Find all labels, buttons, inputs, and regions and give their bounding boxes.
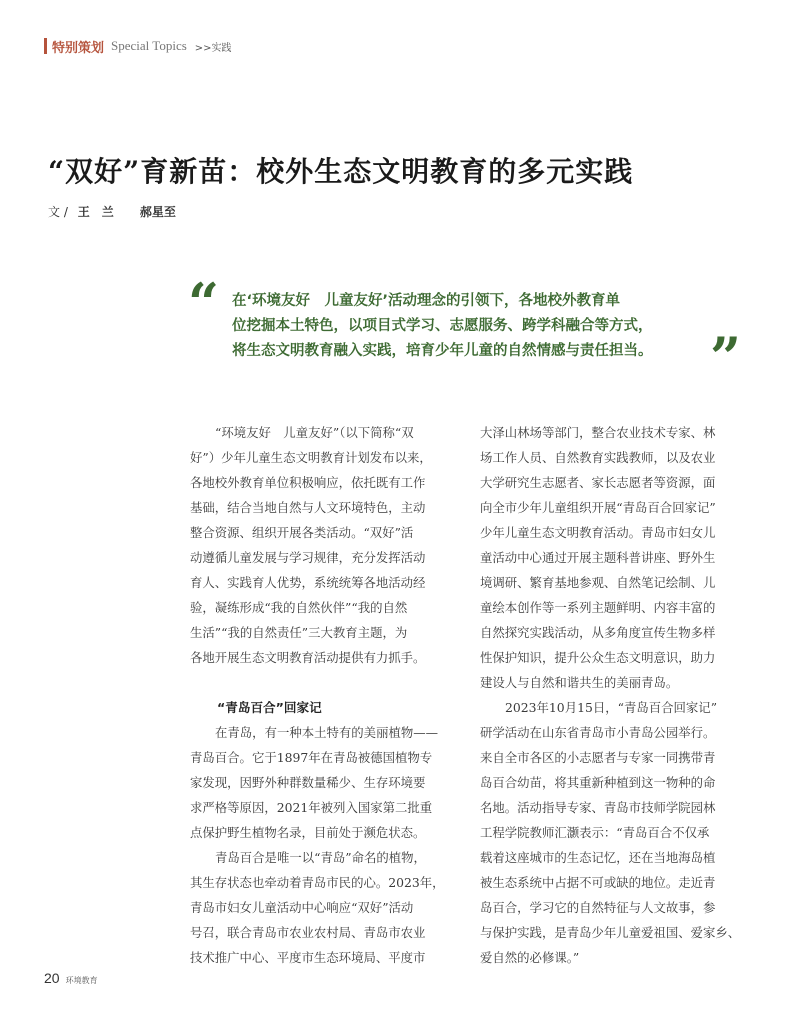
text-line: 童绘本创作等一系列主题鲜明、内容丰富的	[480, 600, 716, 615]
text-line: 工程学院教师汇灏表示：“青岛百合不仅承	[480, 825, 710, 840]
section-marker-bar	[44, 38, 47, 54]
author-names	[78, 205, 176, 219]
byline	[48, 203, 176, 220]
intro-paragraph	[190, 420, 466, 670]
text-line: 青岛百合。它于1897年在青岛被德国植物专	[190, 750, 433, 765]
text-line: 求严格等原因，2021年被列入国家第二批重	[190, 800, 433, 815]
text-line: 向全市少年儿童组织开展“青岛百合回家记”	[480, 500, 716, 515]
text-line: 好”）少年儿童生态文明教育计划发布以来，	[190, 450, 432, 465]
text-line: 与保护实践，是青岛少年儿童爱祖国、爱家乡、	[480, 925, 741, 940]
text-line: 爱自然的必修课。”	[480, 950, 580, 965]
section-header	[44, 37, 232, 55]
text-line: 验，凝练形成“我的自然伙伴”“我的自然	[190, 600, 408, 615]
article-title: “双好”育新苗：校外生态文明教育的多元实践	[48, 155, 634, 188]
text-line: “环境友好 儿童友好”（以下简称“双	[215, 425, 414, 440]
text-line: 育人、实践育人优势，系统统筹各地活动经	[190, 575, 426, 590]
section-title: 特别策划	[52, 40, 105, 56]
author-name: 王 兰	[77, 205, 114, 219]
text-line: 号召，联合青岛市农业农村局、青岛市农业	[190, 925, 426, 940]
body-paragraph	[190, 845, 466, 970]
text-line: 境调研、繁育基地参观、自然笔记绘制、儿	[480, 575, 716, 590]
text-line: 各地开展生态文明教育活动提供有力抓手。	[190, 650, 426, 665]
text-line: 大学研究生志愿者、家长志愿者等资源，面	[480, 475, 716, 490]
right-column	[480, 420, 752, 970]
text-line: 生活”“我的自然责任”三大教育主题，为	[190, 625, 408, 640]
body-paragraph	[480, 695, 752, 970]
section-title-en: Special Topics	[111, 38, 187, 53]
subsection-label: >>实践	[194, 42, 232, 54]
text-line: 点保护野生植物名录，目前处于濒危状态。	[190, 825, 426, 840]
body-paragraph	[480, 420, 752, 695]
text-line: 家发现，因野外种群数量稀少、生存环境要	[190, 775, 426, 790]
section-subheading: “青岛百合”回家记	[217, 700, 322, 715]
left-column	[190, 420, 466, 970]
author-name: 郝星至	[139, 205, 176, 219]
text-line: 来自全市各区的小志愿者与专家一同携带青	[480, 750, 716, 765]
text-line: 青岛百合是唯一以“青岛”命名的植物，	[215, 850, 426, 865]
text-line: 动遵循儿童发展与学习规律，充分发挥活动	[190, 550, 426, 565]
body-paragraph	[190, 720, 466, 845]
text-line: 基础，结合当地自然与人文环境特色，主动	[190, 500, 426, 515]
text-line: 其生存状态也牵动着青岛市民的心。2023年，	[190, 875, 445, 890]
close-quote-icon: ”	[710, 325, 742, 389]
text-line: 整合资源、组织开展各类活动。“双好”活	[190, 525, 414, 540]
pullquote-line: 位挖掘本土特色，以项目式学习、志愿服务、跨学科融合等方式，	[232, 318, 653, 334]
text-line: 技术推广中心、平度市生态环境局、平度市	[190, 950, 426, 965]
text-line: 各地校外教育单位积极响应，依托既有工作	[190, 475, 426, 490]
text-line: 被生态系统中占据不可或缺的地位。走近青	[480, 875, 716, 890]
publication-name: 环境教育	[65, 976, 98, 985]
open-quote-icon: “	[188, 271, 220, 335]
text-line: 岛百合幼苗，将其重新种植到这一物种的命	[480, 775, 716, 790]
text-line: 大泽山林场等部门，整合农业技术专家、林	[480, 425, 716, 440]
pullquote-line: 在‘环境友好 儿童友好’活动理念的引领下，各地校外教育单	[232, 293, 621, 309]
text-line: 少年儿童生态文明教育活动。青岛市妇女儿	[480, 525, 716, 540]
pullquote	[232, 289, 712, 364]
text-line: 自然探究实践活动，从多角度宣传生物多样	[480, 625, 716, 640]
text-line: 性保护知识，提升公众生态文明意识，助力	[480, 650, 716, 665]
text-line: 研学活动在山东省青岛市小青岛公园举行。	[480, 725, 716, 740]
text-line: 在青岛，有一种本土特有的美丽植物——	[215, 725, 439, 740]
text-line: 青岛市妇女儿童活动中心响应“双好”活动	[190, 900, 414, 915]
page-footer	[44, 970, 98, 986]
text-line: 岛百合，学习它的自然特征与人文故事，参	[480, 900, 716, 915]
byline-label: 文 /	[48, 205, 68, 219]
text-line: 场工作人员、自然教育实践教师，以及农业	[480, 450, 716, 465]
pullquote-line: 将生态文明教育融入实践，培育少年儿童的自然情感与责任担当。	[232, 343, 653, 359]
text-line: 2023年10月15日，“青岛百合回家记”	[505, 700, 718, 715]
page-number: 20	[44, 970, 60, 986]
text-line: 童活动中心通过开展主题科普讲座、野外生	[480, 550, 716, 565]
text-line: 建设人与自然和谐共生的美丽青岛。	[480, 675, 679, 690]
text-line: 名地。活动指导专家、青岛市技师学院园林	[480, 800, 716, 815]
text-line: 载着这座城市的生态记忆，还在当地海岛植	[480, 850, 716, 865]
